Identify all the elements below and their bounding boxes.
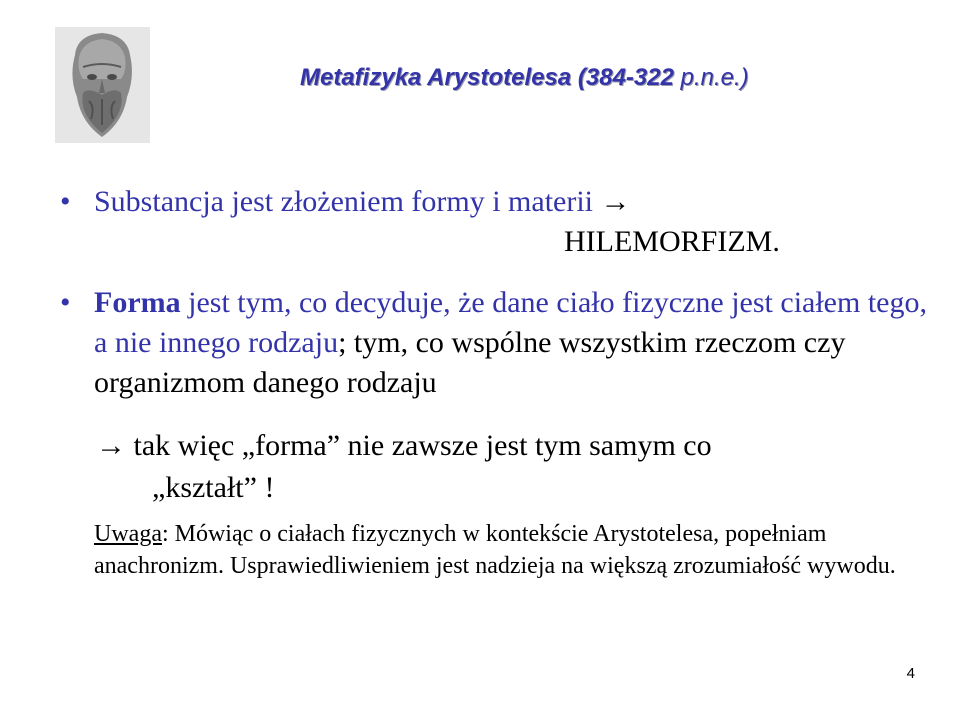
bullet-marker: • bbox=[60, 185, 71, 218]
remark-paragraph bbox=[94, 518, 944, 582]
hylomorphism-term: HILEMORFIZM. bbox=[564, 225, 780, 258]
bullet-hylomorphism bbox=[60, 182, 920, 262]
form-definition-black: ; tym, co wspólne wszystkim rzeczom czy organizmom danego rodzaju bbox=[94, 326, 846, 399]
right-arrow-icon: → bbox=[600, 185, 631, 218]
form-vs-shape-line-1: → tak więc „forma” nie zawsze jest tym samym co bbox=[96, 429, 712, 462]
form-definition-blue: jest tym, co decyduje, że dane ciało fizyczne jest ciałem tego, a nie innego rodzaju bbox=[94, 286, 927, 359]
form-term: Forma bbox=[94, 286, 181, 319]
slide-title bbox=[300, 64, 749, 92]
remark-text: : Mówiąc o ciałach fizycznych w kontekście Arystotelesa, popełniam anachronizm. Usprawiedliwieniem jest nadzieja na większą zrozumiałość wywodu. bbox=[94, 521, 896, 579]
form-vs-shape-line-2: „kształt” ! bbox=[152, 471, 275, 504]
form-definition-text bbox=[94, 283, 930, 403]
form-vs-shape-note bbox=[96, 425, 916, 509]
aristotle-bust-image bbox=[55, 27, 150, 143]
title-main: Metafizyka Arystotelesa (384-322 bbox=[300, 64, 674, 91]
bullet-form-definition bbox=[60, 283, 930, 403]
right-arrow-icon: → bbox=[96, 429, 126, 462]
title-suffix: p.n.e.) bbox=[673, 64, 749, 91]
page-number: 4 bbox=[906, 665, 915, 682]
bullet-marker: • bbox=[60, 286, 71, 319]
bullet-1-line-1: Substancja jest złożeniem formy i materii → bbox=[94, 185, 631, 218]
remark-label: Uwaga bbox=[94, 521, 162, 547]
